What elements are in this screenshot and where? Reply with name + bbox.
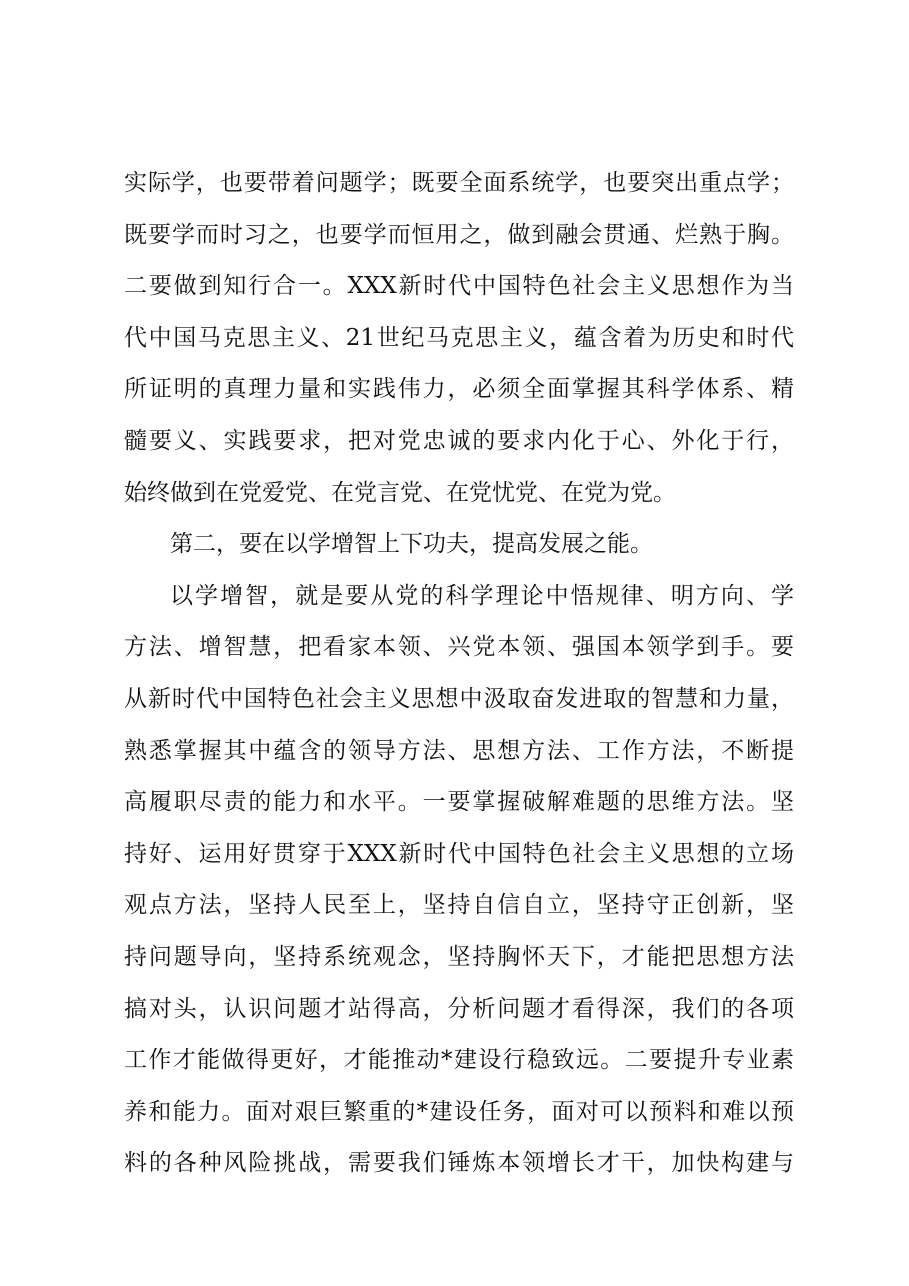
text-line: 实际学，也要带着问题学；既要全面系统学，也要突出重点学； bbox=[124, 170, 794, 196]
text-line: 既要学而时习之，也要学而恒用之，做到融会贯通、烂熟于胸。 bbox=[124, 221, 794, 248]
text-line: 所证明的真理力量和实践伟力，必须全面掌握其科学体系、精 bbox=[124, 376, 794, 403]
text-line: 工作才能做得更好，才能推动*建设行稳致远。二要提升专业素 bbox=[124, 1047, 794, 1074]
text-line: 以学增智，就是要从党的科学理论中悟规律、明方向、学 bbox=[170, 582, 794, 609]
text-line: 持问题导向，坚持系统观念，坚持胸怀天下，才能把思想方法 bbox=[124, 943, 794, 970]
text-line: 熟悉掌握其中蕴含的领导方法、思想方法、工作方法，不断提 bbox=[124, 737, 794, 764]
text-line: 从新时代中国特色社会主义思想中汲取奋发进取的智慧和力量， bbox=[124, 685, 794, 712]
text-line: 代中国马克思主义、21世纪马克思主义，蕴含着为历史和时代 bbox=[124, 324, 794, 351]
text-line: 髓要义、实践要求，把对党忠诚的要求内化于心、外化于行， bbox=[124, 427, 794, 454]
text-line: 搞对头，认识问题才站得高，分析问题才看得深，我们的各项 bbox=[124, 995, 794, 1022]
section-heading: 第二，要在以学增智上下功夫，提高发展之能。 bbox=[170, 531, 653, 558]
text-line: 二要做到知行合一。XXX新时代中国特色社会主义思想作为当 bbox=[124, 273, 794, 300]
text-line: 始终做到在党爱党、在党言党、在党忧党、在党为党。 bbox=[124, 479, 676, 506]
text-line: 观点方法，坚持人民至上，坚持自信自立，坚持守正创新，坚 bbox=[124, 892, 794, 919]
body-text bbox=[124, 158, 794, 1190]
text-line: 方法、增智慧，把看家本领、兴党本领、强国本领学到手。要 bbox=[124, 634, 794, 661]
text-line: 高履职尽责的能力和水平。一要掌握破解难题的思维方法。坚 bbox=[124, 789, 794, 816]
text-line: 料的各种风险挑战，需要我们锤炼本领增长才干，加快构建与 bbox=[124, 1150, 794, 1177]
text-line: 持好、运用好贯穿于XXX新时代中国特色社会主义思想的立场 bbox=[124, 840, 794, 867]
text-line: 养和能力。面对艰巨繁重的*建设任务，面对可以预料和难以预 bbox=[124, 1098, 794, 1125]
